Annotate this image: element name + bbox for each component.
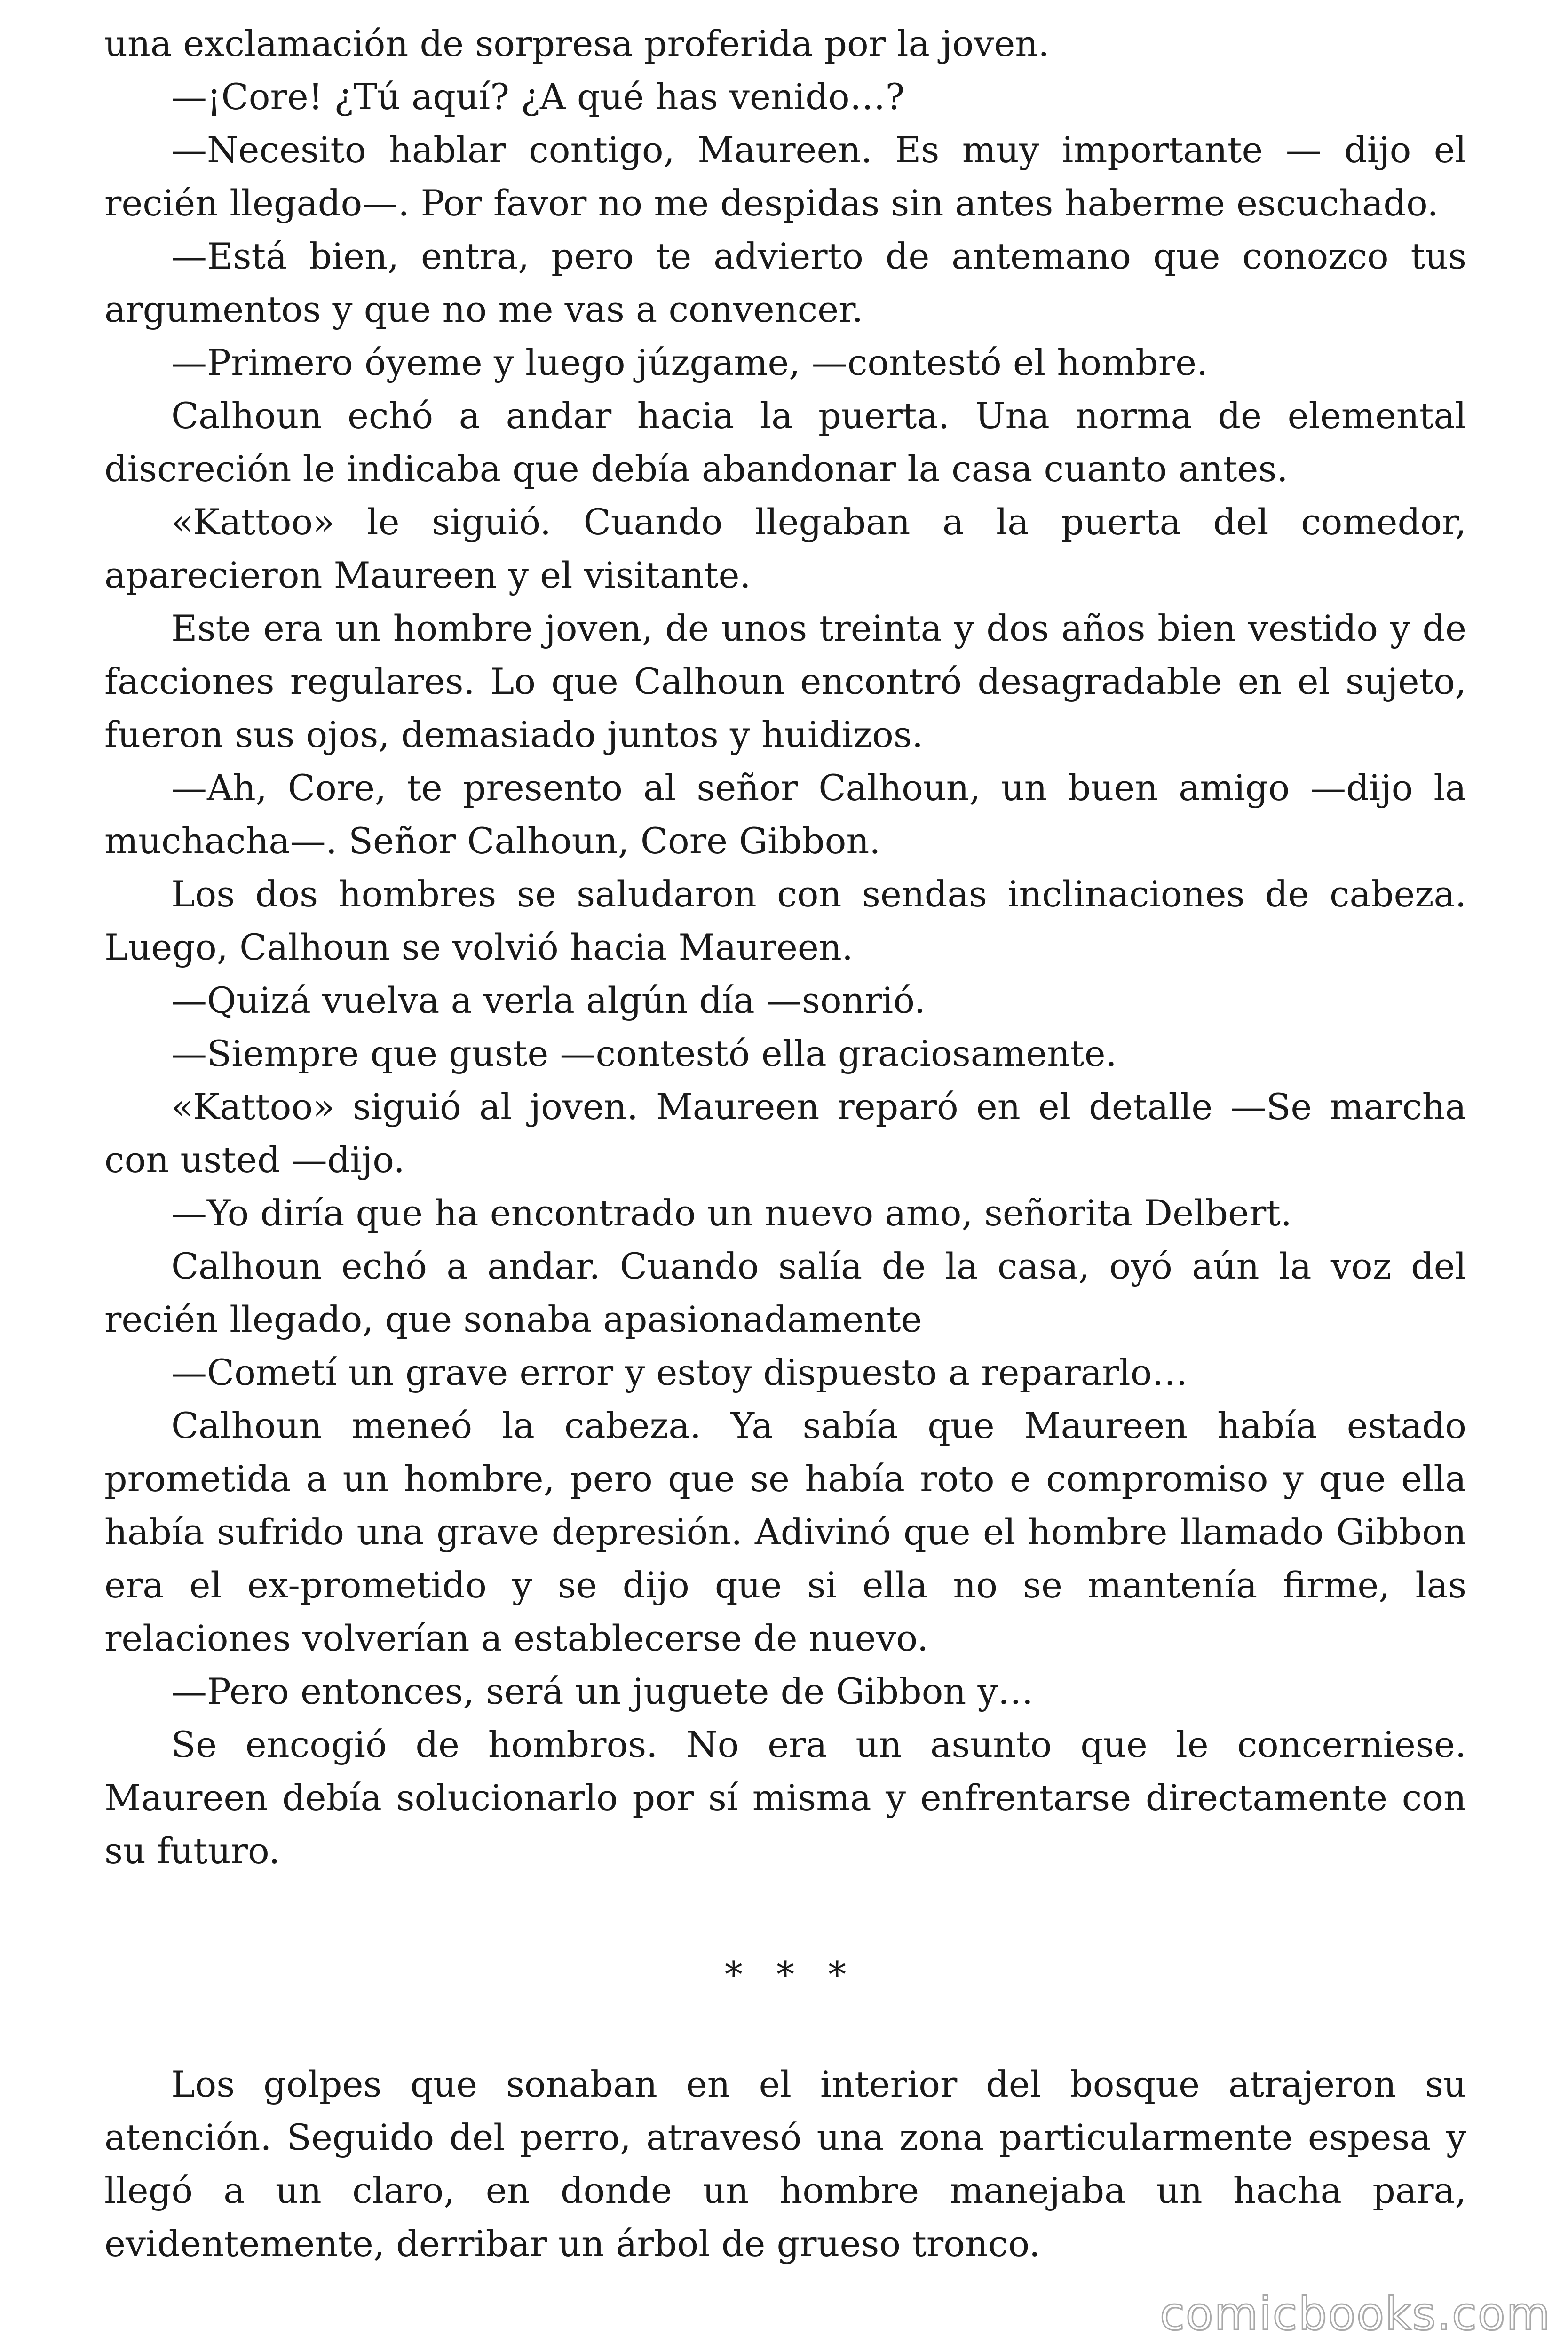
narrative-paragraph: Los dos hombres se saludaron con sendas inclinaciones de cabeza. Luego, Calhoun se volvió hacia Maureen. [104,873,1466,968]
dialogue-line: —Está bien, entra, pero te advierto de antemano que conozco tus argumentos y que no me vas a convencer. [104,235,1466,330]
narrative-paragraph: Los golpes que sonaban en el interior del bosque atrajeron su atención. Seguido del perro, atravesó una zona particularmente espesa y llegó a un claro, en donde un hombre manejaba un hacha para, evidentemente, derribar un árbol de grueso tronco. [104,2063,1466,2265]
dialogue-line: —Quizá vuelva a verla algún día —sonrió. [171,979,926,1021]
book-page-text [104,17,1466,2270]
narrative-paragraph: Calhoun echó a andar hacia la puerta. Una norma de elemental discreción le indicaba que debía abandonar la casa cuanto antes. [104,395,1466,490]
paragraph-continuation: una exclamación de sorpresa proferida por la joven. [104,23,1050,64]
narrative-paragraph: Calhoun meneó la cabeza. Ya sabía que Maureen había estado prometida a un hombre, pero que se había roto e compromiso y que ella había sufrido una grave depresión. Adivinó que el hombre llamado Gibbon era el ex-prometido y se dijo que si ella no se mantenía firme, las relaciones volverían a establecerse de nuevo. [104,1405,1466,1659]
narrative-paragraph: «Kattoo» le siguió. Cuando llegaban a la puerta del comedor, aparecieron Maureen y el visitante. [104,501,1466,596]
narrative-paragraph: «Kattoo» siguió al joven. Maureen reparó en el detalle —Se marcha con usted —dijo. [104,1086,1466,1181]
watermark-logo: comicbooks.com [1159,2288,1551,2340]
narrative-paragraph: Se encogió de hombros. No era un asunto que le concerniese. Maureen debía solucionarlo por sí misma y enfrentarse directamente con su futuro. [104,1724,1466,1872]
dialogue-line: —Yo diría que ha encontrado un nuevo amo, señorita Delbert. [171,1192,1292,1234]
scene-break-separator: * * * [724,1954,858,1995]
dialogue-line: —Cometí un grave error y estoy dispuesto a repararlo… [171,1351,1188,1393]
dialogue-line: —Primero óyeme y luego júzgame, —contestó el hombre. [171,342,1208,383]
dialogue-line: —¡Core! ¿Tú aquí? ¿A qué has venido…? [171,76,905,118]
dialogue-line: —Necesito hablar contigo, Maureen. Es muy importante — dijo el recién llegado—. Por favor no me despidas sin antes haberme escuchado. [104,129,1466,224]
dialogue-line: —Pero entonces, será un juguete de Gibbon y… [171,1670,1034,1712]
narrative-paragraph: Este era un hombre joven, de unos treinta y dos años bien vestido y de facciones regulares. Lo que Calhoun encontró desagradable en el sujeto, fueron sus ojos, demasiado juntos y huidizos. [104,607,1466,755]
dialogue-line: —Ah, Core, te presento al señor Calhoun, un buen amigo —dijo la muchacha—. Señor Calhoun, Core Gibbon. [104,767,1466,862]
narrative-paragraph: Calhoun echó a andar. Cuando salía de la casa, oyó aún la voz del recién llegado, que sonaba apasionadamente [104,1245,1466,1340]
dialogue-line: —Siempre que guste —contestó ella graciosamente. [171,1033,1117,1074]
